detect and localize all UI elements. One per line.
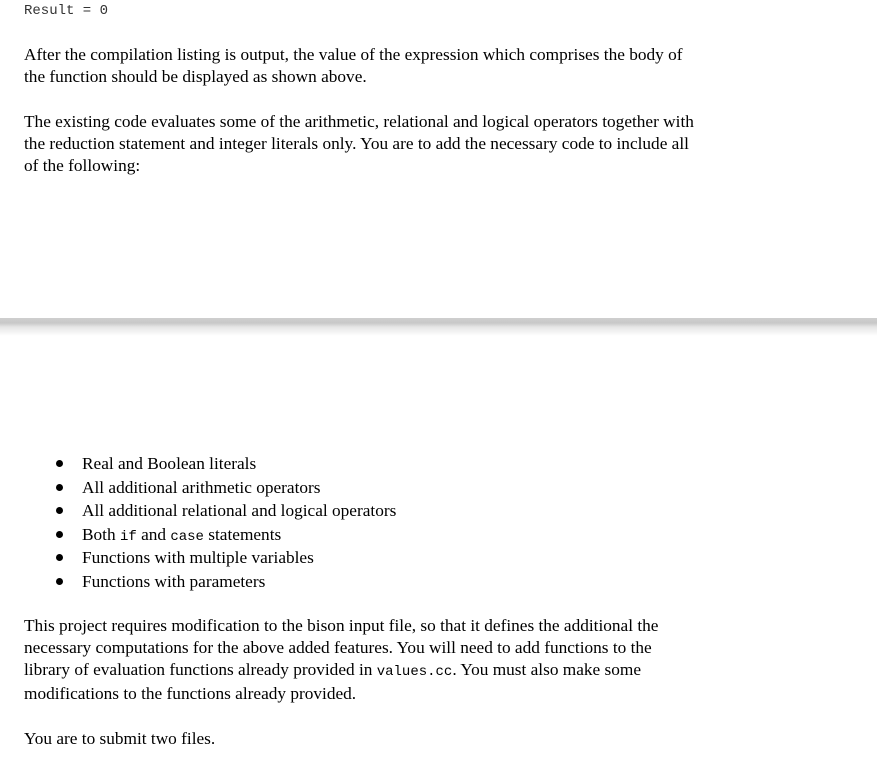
list-item-text: Real and Boolean literals [82, 454, 257, 473]
paragraph-project-line1: This project requires modification to the bison input file, so that it defines the additional the [24, 616, 659, 635]
list-item-text: All additional relational and logical operators [82, 501, 397, 521]
bullet-icon [56, 484, 63, 491]
list-item-text: All additional arithmetic operators [82, 477, 321, 497]
requirements-list [53, 452, 396, 594]
paragraph-project-requirements [24, 615, 658, 705]
list-item-text-pre: Both [82, 524, 120, 544]
bullet-icon [56, 460, 63, 467]
list-item-text-mid: and [136, 524, 171, 544]
page-divider [0, 318, 877, 336]
bullet-icon [56, 507, 63, 514]
list-item-text-post: statements [203, 524, 282, 544]
paragraph-submission-text: You are to submit two files. [24, 729, 216, 748]
list-item [53, 452, 396, 476]
code-keyword-case: case [170, 528, 204, 545]
bullet-icon [56, 578, 63, 585]
list-item [53, 546, 396, 570]
paragraph-existing-code [24, 111, 694, 177]
code-filename-values: values.cc [376, 664, 453, 680]
code-keyword-if: if [119, 528, 137, 545]
result-output-code: Result = 0 [24, 3, 109, 19]
paragraph-submission [24, 728, 215, 750]
paragraph-project-line3-post: . You must also make some [452, 660, 642, 679]
paragraph-intro-line2: the function should be displayed as shown above. [24, 67, 367, 86]
list-item [53, 499, 396, 523]
paragraph-existing-line3: of the following: [24, 156, 141, 175]
paragraph-project-line4: modifications to the functions already provided. [24, 684, 357, 703]
paragraph-existing-line2: the reduction statement and integer literals only. You are to add the necessary code to include all [24, 134, 689, 153]
list-item [53, 523, 396, 547]
paragraph-intro [24, 44, 682, 88]
bullet-icon [56, 531, 63, 538]
paragraph-intro-line1: After the compilation listing is output, the value of the expression which comprises the body of [24, 45, 683, 64]
list-item-text: Functions with parameters [82, 571, 266, 591]
paragraph-existing-line1: The existing code evaluates some of the arithmetic, relational and logical operators together with [24, 112, 694, 131]
list-item [53, 570, 396, 594]
paragraph-project-line2: necessary computations for the above added features. You will need to add functions to the [24, 638, 652, 657]
list-item [53, 476, 396, 500]
bullet-icon [56, 554, 63, 561]
list-item-text: Functions with multiple variables [82, 548, 314, 568]
paragraph-project-line3-pre: library of evaluation functions already provided in [24, 660, 377, 679]
